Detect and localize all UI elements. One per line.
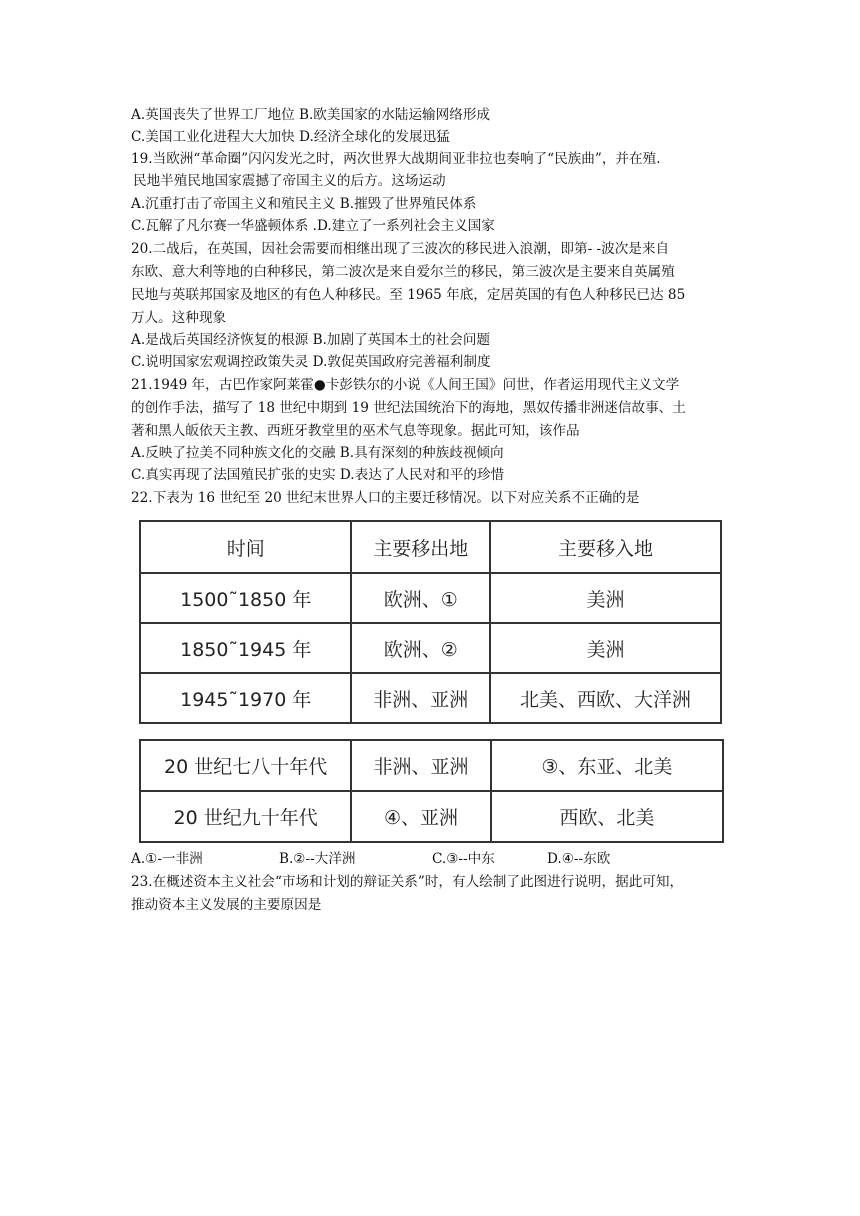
q21-stem-line-1: 21.1949 年，古巴作家阿莱霍●卡彭铁尔的小说《人间王国》问世，作者运用现代主义文学 [131, 377, 680, 393]
q23-stem-line-2: 推动资本主义发展的主要原因是 [131, 897, 322, 913]
q23-stem-line-1: 23.在概述资本主义社会“市场和计划的辩证关系”时，有人绘制了此图进行说明，据此可知， [131, 874, 684, 890]
cell-destination: 美洲 [490, 623, 721, 673]
q22-option-c: C.③--中东 [432, 851, 495, 867]
cell-destination: 美洲 [490, 573, 721, 623]
q20-stem-line-1: 20.二战后，在英国，因社会需要而相继出现了三波次的移民进入浪潮，即第- -波次是来自 [131, 241, 670, 257]
cell-origin: 欧洲、① [351, 573, 489, 623]
header-origin: 主要移出地 [351, 521, 489, 573]
q18-options-cd: C.美国工业化进程大大加快 D.经济全球化的发展迅猛 [131, 129, 450, 145]
q19-stem-line-2: 民地半殖民地国家震撼了帝国主义的后方。这场运动 [133, 173, 446, 189]
table-row [140, 673, 721, 723]
q18-options-ab: A.英国丧失了世界工厂地位 B.欧美国家的水陆运输网络形成 [131, 107, 491, 123]
cell-time: 1500˜1850 年 [140, 573, 351, 623]
cell-origin: 欧洲、② [351, 623, 489, 673]
q22-option-b: B.②--大洋洲 [279, 851, 356, 867]
table-row [140, 573, 721, 623]
cell-time: 1945˜1970 年 [140, 673, 351, 723]
migration-table-2 [139, 739, 724, 843]
q21-options-cd: C.真实再现了法国殖民扩张的史实 D.表达了人民对和平的珍惜 [131, 467, 505, 483]
q22-options [131, 848, 731, 870]
q20-stem-line-2: 东欧、意大利等地的白种移民，第二波次是来自爱尔兰的移民，第三波次是主要来自英属殖 [131, 264, 675, 280]
q22-option-d: D.④--东欧 [547, 851, 611, 867]
q19-options-ab: A.沉重打击了帝国主义和殖民主义 B.摧毁了世界殖民体系 [131, 196, 477, 212]
table-row [140, 623, 721, 673]
cell-destination: 西欧、北美 [491, 791, 723, 842]
cell-origin: 非洲、亚洲 [351, 740, 491, 791]
cell-destination: 北美、西欧、大洋洲 [490, 673, 721, 723]
table-header-row [140, 521, 721, 573]
cell-origin: ④、亚洲 [351, 791, 491, 842]
table-row [140, 740, 723, 791]
migration-table-1 [139, 520, 722, 724]
q20-options-cd: C.说明国家宏观调控政策失灵 D.敦促英国政府完善福利制度 [131, 354, 491, 370]
cell-origin: 非洲、亚洲 [351, 673, 489, 723]
cell-time: 20 世纪九十年代 [140, 791, 351, 842]
q20-stem-line-3: 民地与英联邦国家及地区的有色人种移民。至 1965 年底，定居英国的有色人种移民已达 85 [131, 287, 686, 303]
q21-stem-line-2: 的创作手法，描写了 18 世纪中期到 19 世纪法国统治下的海地，黑奴传播非洲迷信故事、土 [131, 400, 686, 416]
q19-stem-line-1: 19.当欧洲“革命圈”闪闪发光之时，两次世界大战期间亚非拉也奏响了“民族曲”，并在殖. [131, 151, 661, 167]
q21-options-ab: A.反映了拉美不同种族文化的交融 B.具有深刻的种族歧视倾向 [131, 445, 504, 461]
q22-option-a: A.①-一非洲 [131, 851, 203, 867]
q19-options-cd: C.瓦解了凡尔赛一华盛顿体系 .D.建立了一系列社会主义国家 [131, 218, 495, 234]
header-time: 时间 [140, 521, 351, 573]
q21-stem-line-3: 著和黑人皈依天主教、西班牙教堂里的巫术气息等现象。据此可知，该作品 [131, 423, 580, 439]
table-row [140, 791, 723, 842]
q20-options-ab: A.是战后英国经济恢复的根源 B.加剧了英国本土的社会问题 [131, 332, 491, 348]
header-destination: 主要移入地 [490, 521, 721, 573]
q22-stem: 22.下表为 16 世纪至 20 世纪末世界人口的主要迁移情况。以下对应关系不正确的是 [131, 490, 640, 506]
cell-destination: ③、东亚、北美 [491, 740, 723, 791]
cell-time: 20 世纪七八十年代 [140, 740, 351, 791]
q20-stem-line-4: 万人。这种现象 [131, 310, 227, 326]
cell-time: 1850˜1945 年 [140, 623, 351, 673]
